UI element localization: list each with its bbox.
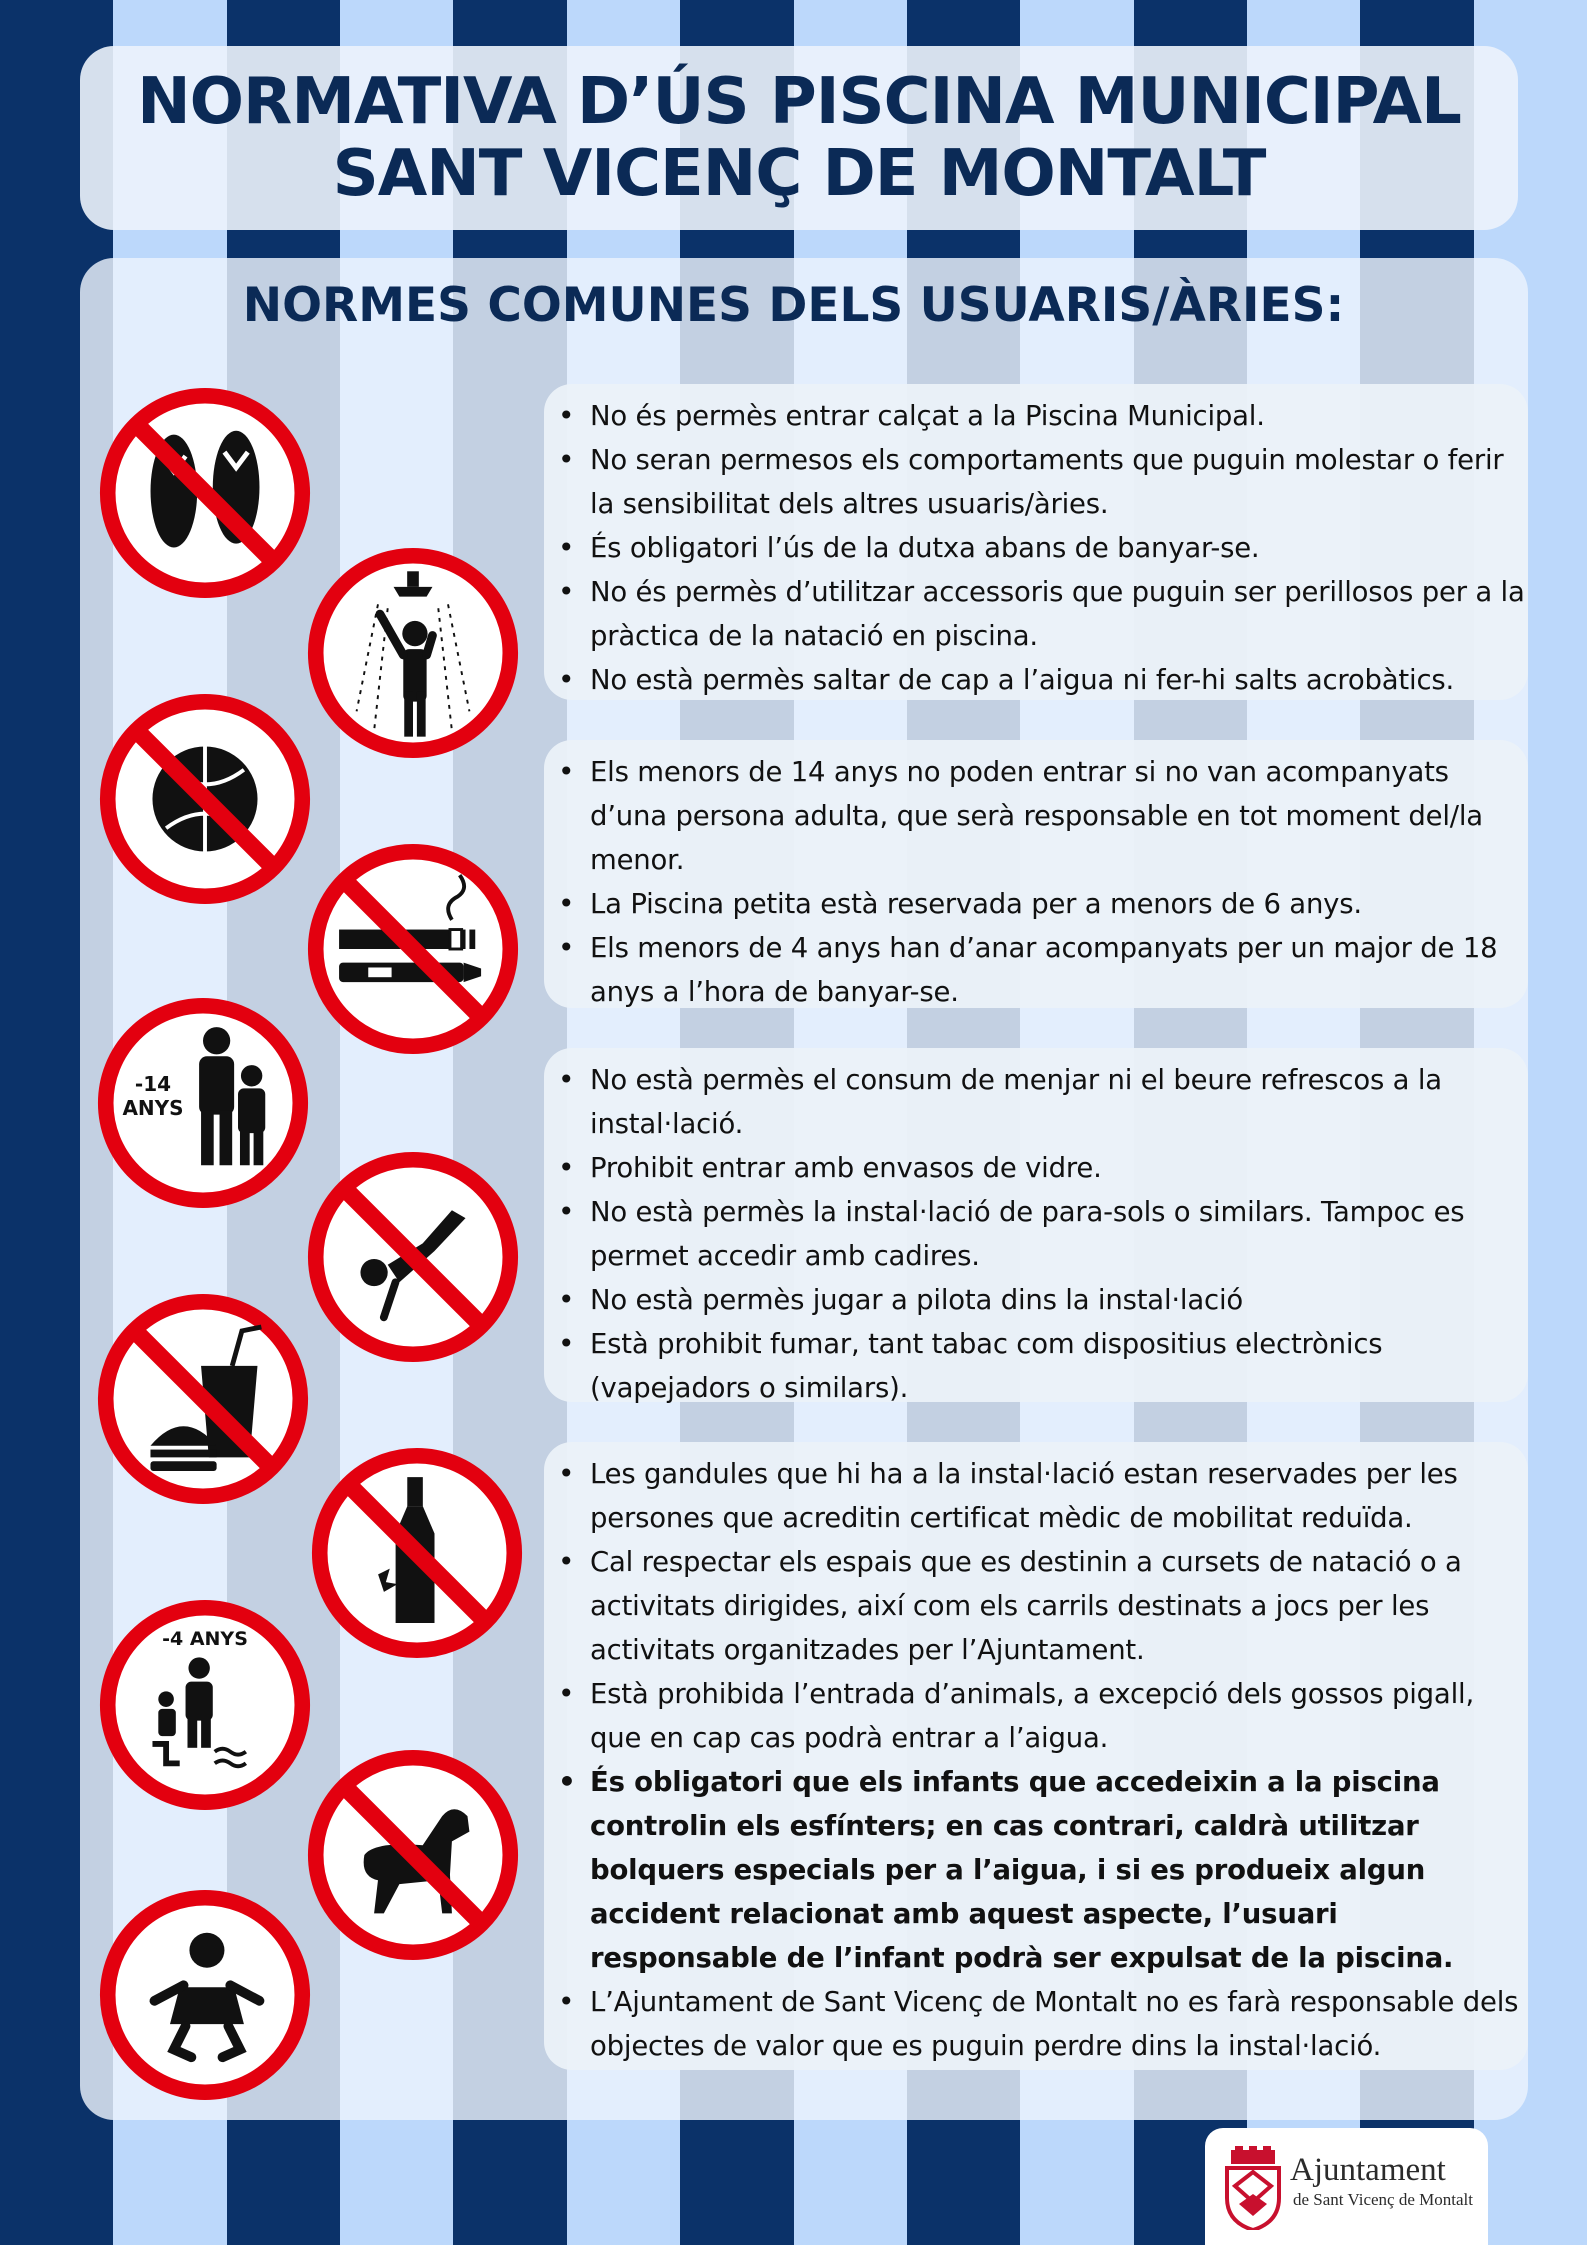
rule-item: • No està permès saltar de cap a l’aigua ni fer-hi salts acrobàtics.	[590, 658, 1528, 702]
section-subtitle: NORMES COMUNES DELS USUARIS/ÀRIES:	[242, 278, 1345, 333]
rule-item: • No està permès jugar a pilota dins la instal·lació	[590, 1278, 1528, 1322]
coat-of-arms-icon	[1221, 2146, 1285, 2230]
rule-item: • No seran permesos els comportaments que puguin molestar o ferir la sensibilitat dels altres usuaris/àries.	[590, 438, 1528, 526]
rule-item: • Els menors de 4 anys han d’anar acompanyats per un major de 18 anys a l’hora de banyar-se.	[590, 926, 1528, 1014]
title-banner	[80, 46, 1518, 230]
rule-item: • La Piscina petita està reservada per a menors de 6 anys.	[590, 882, 1528, 926]
no-food-drinks-icon	[96, 1292, 310, 1506]
under-14-accompanied-icon	[96, 996, 310, 1210]
rule-item: • No és permès d’utilitzar accessoris que puguin ser perillosos per a la pràctica de la natació en piscina.	[590, 570, 1528, 658]
age-14-unit: ANYS	[122, 1096, 184, 1120]
rule-item: • No està permès el consum de menjar ni el beure refrescos a la instal·lació.	[590, 1058, 1528, 1146]
logo-subtitle: de Sant Vicenç de Montalt	[1293, 2190, 1473, 2209]
rule-item-highlighted: • És obligatori que els infants que accedeixin a la piscina controlin els esfínters; en cas contrari, caldrà utilitzar bolquers especials per a l’aigua, i si es produeix algun accident relacionat amb aquest aspecte, l’usuari responsable de l’infant podrà ser expulsat de la piscina.	[590, 1760, 1528, 1980]
rules-group-4	[544, 1442, 1528, 2070]
rule-item: • Cal respectar els espais que es destinin a cursets de natació o a activitats dirigides, així com els carrils destinats a jocs per les activitats organitzades per l’Ajuntament.	[590, 1540, 1528, 1672]
rule-item: • És obligatori l’ús de la dutxa abans de banyar-se.	[590, 526, 1528, 570]
no-smoking-vaping-icon	[306, 842, 520, 1056]
age-14-label: -14	[134, 1072, 172, 1096]
rule-item: • L’Ajuntament de Sant Vicenç de Montalt no es farà responsable dels objectes de valor que es puguin perdre dins la instal·lació.	[590, 1980, 1528, 2068]
rule-item: • Els menors de 14 anys no poden entrar si no van acompanyats d’una persona adulta, que serà responsable en tot moment del/la menor.	[590, 750, 1528, 882]
no-glass-bottles-icon	[310, 1446, 524, 1660]
age-4-label: -4 ANYS	[162, 1628, 248, 1650]
shower-icon	[306, 546, 520, 760]
rules-group-2	[544, 740, 1528, 1008]
page-title-line1: NORMATIVA D’ÚS PISCINA MUNICIPAL	[137, 65, 1461, 139]
rules-group-1	[544, 384, 1528, 700]
rule-item: • Les gandules que hi ha a la instal·lació estan reservades per les persones que acreditin certificat mèdic de mobilitat reduïda.	[590, 1452, 1528, 1540]
logo-name: Ajuntament	[1290, 2152, 1446, 2188]
no-dogs-icon	[306, 1748, 520, 1962]
rule-item: • No és permès entrar calçat a la Piscina Municipal.	[590, 394, 1528, 438]
no-ball-icon	[98, 692, 312, 906]
no-flip-flops-icon	[98, 386, 312, 600]
rule-item: • No està permès la instal·lació de para-sols o similars. Tampoc es permet accedir amb cadires.	[590, 1190, 1528, 1278]
rule-item: • Està prohibit fumar, tant tabac com dispositius electrònics (vapejadors o similars).	[590, 1322, 1528, 1410]
page-title-line2: SANT VICENÇ DE MONTALT	[332, 137, 1266, 211]
no-diving-icon	[306, 1150, 520, 1364]
council-logo	[1205, 2128, 1488, 2245]
rule-item: • Està prohibida l’entrada d’animals, a excepció dels gossos pigall, que en cap cas podrà entrar a l’aigua.	[590, 1672, 1528, 1760]
rules-group-3	[544, 1048, 1528, 1402]
baby-diaper-icon	[98, 1888, 312, 2102]
rule-item: • Prohibit entrar amb envasos de vidre.	[590, 1146, 1528, 1190]
under-4-accompanied-icon	[98, 1598, 312, 1812]
